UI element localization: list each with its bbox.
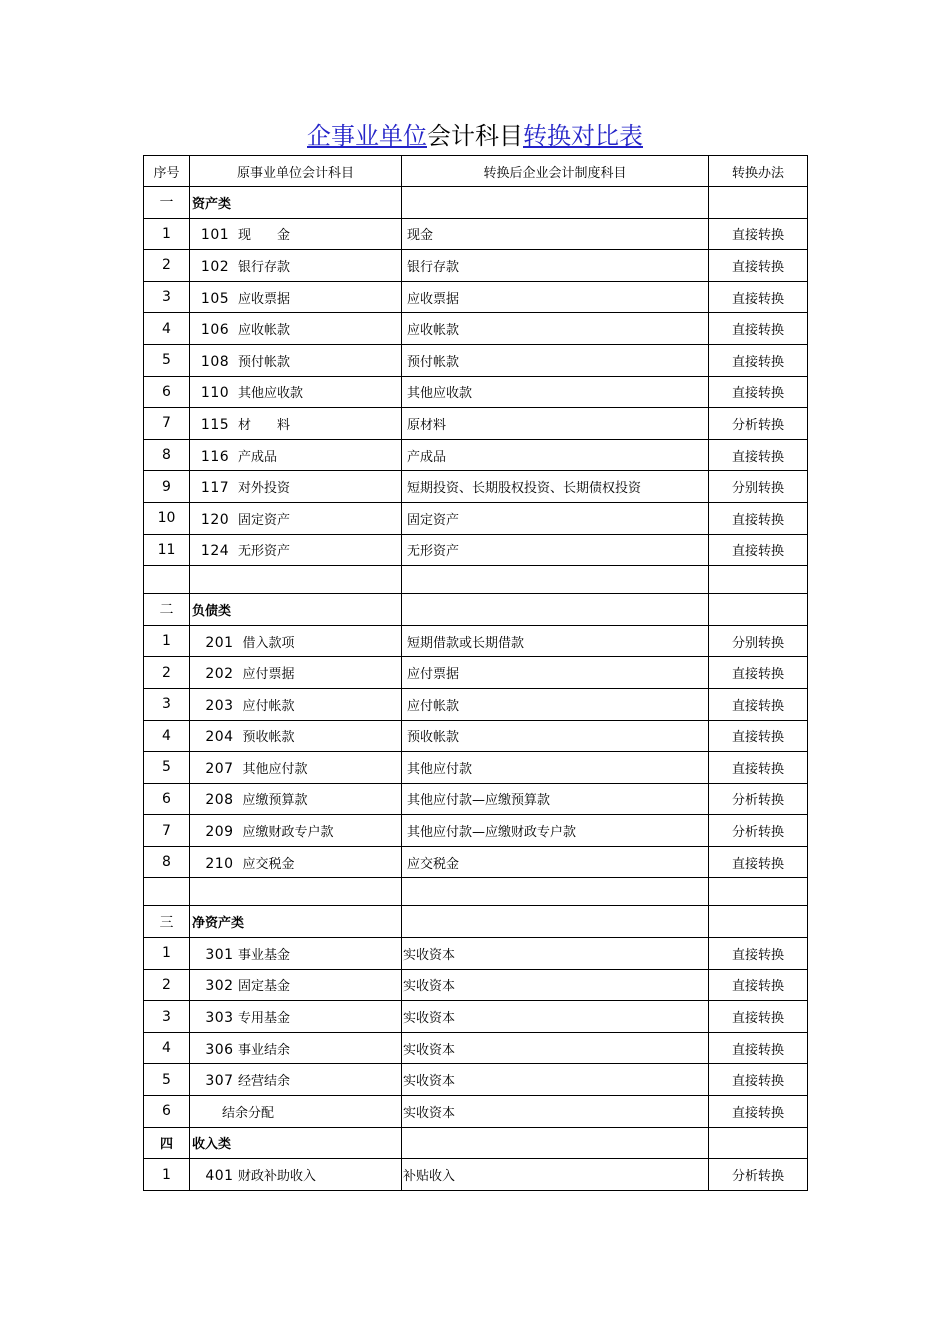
account-code: 204 bbox=[205, 729, 234, 746]
table-row bbox=[144, 625, 808, 657]
method: 直接转换 bbox=[709, 344, 808, 376]
account-name: 应交税金 bbox=[242, 856, 295, 872]
new-account: 原材料 bbox=[402, 408, 709, 440]
new-account: 应付票据 bbox=[402, 657, 709, 689]
method: 直接转换 bbox=[709, 250, 808, 282]
table-row bbox=[144, 752, 808, 784]
row-seq: 4 bbox=[144, 313, 190, 345]
header-seq: 序号 bbox=[144, 156, 190, 187]
account-code: 108 bbox=[200, 353, 230, 370]
row-seq: 3 bbox=[144, 688, 190, 720]
account-name: 应付帐款 bbox=[242, 698, 295, 714]
header-method: 转换办法 bbox=[709, 156, 808, 187]
account-name: 应收帐款 bbox=[238, 323, 291, 339]
row-seq: 11 bbox=[144, 534, 190, 566]
account-code: 105 bbox=[200, 290, 230, 307]
new-account: 现金 bbox=[402, 218, 709, 250]
method: 直接转换 bbox=[709, 313, 808, 345]
section-row-income bbox=[144, 1127, 808, 1159]
conversion-table bbox=[143, 155, 808, 1191]
account-code: 209 bbox=[205, 824, 234, 841]
method: 直接转换 bbox=[709, 1032, 808, 1064]
table-row bbox=[144, 439, 808, 471]
method: 直接转换 bbox=[709, 938, 808, 970]
new-account: 补贴收入 bbox=[402, 1159, 709, 1191]
section-row-assets bbox=[144, 187, 808, 219]
title-link-1[interactable]: 企事业单位 bbox=[307, 122, 427, 150]
row-seq: 3 bbox=[144, 1001, 190, 1033]
account-name: 对外投资 bbox=[238, 481, 291, 497]
table-row bbox=[144, 1096, 808, 1128]
new-account: 实收资本 bbox=[402, 1032, 709, 1064]
account-name: 应缴预算款 bbox=[242, 793, 308, 809]
new-account: 预收帐款 bbox=[402, 720, 709, 752]
account-code: 207 bbox=[205, 760, 234, 777]
account-name: 经营结余 bbox=[238, 1074, 291, 1090]
row-seq: 9 bbox=[144, 471, 190, 503]
new-account: 应交税金 bbox=[402, 846, 709, 878]
method: 直接转换 bbox=[709, 534, 808, 566]
new-account: 实收资本 bbox=[402, 1064, 709, 1096]
header-row bbox=[144, 156, 808, 187]
new-account: 其他应付款 bbox=[402, 752, 709, 784]
method: 直接转换 bbox=[709, 969, 808, 1001]
table-row bbox=[144, 344, 808, 376]
table-row bbox=[144, 408, 808, 440]
section-name: 收入类 bbox=[192, 1137, 232, 1153]
account-name: 结余分配 bbox=[222, 1105, 275, 1121]
row-seq: 6 bbox=[144, 1096, 190, 1128]
section-name: 资产类 bbox=[192, 196, 232, 212]
new-account: 产成品 bbox=[402, 439, 709, 471]
account-code: 203 bbox=[205, 697, 234, 714]
account-code: 210 bbox=[205, 855, 234, 872]
section-row-liabilities bbox=[144, 594, 808, 626]
table-row bbox=[144, 281, 808, 313]
row-seq: 1 bbox=[144, 625, 190, 657]
table-row bbox=[144, 534, 808, 566]
account-name: 材 料 bbox=[238, 417, 291, 433]
account-name: 应缴财政专户款 bbox=[242, 825, 334, 841]
table-row bbox=[144, 969, 808, 1001]
title-text: 会计科目 bbox=[427, 122, 523, 150]
row-seq: 1 bbox=[144, 938, 190, 970]
method: 直接转换 bbox=[709, 502, 808, 534]
account-code: 401 bbox=[205, 1168, 234, 1185]
page-title bbox=[0, 118, 950, 154]
section-name: 净资产类 bbox=[192, 916, 245, 932]
row-seq: 2 bbox=[144, 250, 190, 282]
blank-row bbox=[144, 878, 808, 906]
table-row bbox=[144, 720, 808, 752]
method: 直接转换 bbox=[709, 752, 808, 784]
account-code: 116 bbox=[200, 448, 230, 465]
new-account: 实收资本 bbox=[402, 969, 709, 1001]
account-code: 106 bbox=[200, 322, 230, 339]
row-seq: 7 bbox=[144, 408, 190, 440]
method: 直接转换 bbox=[709, 1001, 808, 1033]
account-name: 银行存款 bbox=[238, 259, 291, 275]
account-code: 302 bbox=[205, 978, 234, 995]
table-row bbox=[144, 688, 808, 720]
account-code: 102 bbox=[200, 258, 230, 275]
section-seq: 一 bbox=[144, 187, 190, 219]
row-seq: 6 bbox=[144, 376, 190, 408]
account-name: 应收票据 bbox=[238, 291, 291, 307]
account-name: 无形资产 bbox=[238, 544, 291, 560]
title-link-2[interactable]: 转换对比表 bbox=[523, 122, 643, 150]
method: 直接转换 bbox=[709, 688, 808, 720]
table-row bbox=[144, 938, 808, 970]
account-code: 117 bbox=[200, 480, 230, 497]
account-code: 120 bbox=[200, 511, 230, 528]
account-code: 202 bbox=[205, 666, 234, 683]
new-account: 其他应付款—应缴财政专户款 bbox=[402, 815, 709, 847]
table-row bbox=[144, 1159, 808, 1191]
account-code: 306 bbox=[205, 1041, 234, 1058]
new-account: 短期投资、长期股权投资、长期债权投资 bbox=[402, 471, 709, 503]
account-name: 固定基金 bbox=[238, 979, 291, 995]
table-row bbox=[144, 313, 808, 345]
table-row bbox=[144, 783, 808, 815]
row-seq: 2 bbox=[144, 657, 190, 689]
account-name: 产成品 bbox=[238, 449, 278, 465]
new-account: 其他应付款—应缴预算款 bbox=[402, 783, 709, 815]
account-name: 其他应收款 bbox=[238, 386, 304, 402]
row-seq: 6 bbox=[144, 783, 190, 815]
method: 分析转换 bbox=[709, 815, 808, 847]
new-account: 应付帐款 bbox=[402, 688, 709, 720]
account-name: 预收帐款 bbox=[242, 730, 295, 746]
account-code: 208 bbox=[205, 792, 234, 809]
account-name: 事业结余 bbox=[238, 1042, 291, 1058]
row-seq: 8 bbox=[144, 846, 190, 878]
table-row bbox=[144, 471, 808, 503]
method: 直接转换 bbox=[709, 720, 808, 752]
method: 分析转换 bbox=[709, 408, 808, 440]
blank-row bbox=[144, 566, 808, 594]
account-code: 110 bbox=[200, 385, 230, 402]
new-account: 银行存款 bbox=[402, 250, 709, 282]
row-seq: 1 bbox=[144, 1159, 190, 1191]
account-code: 301 bbox=[205, 946, 234, 963]
account-code: 303 bbox=[205, 1010, 234, 1027]
method: 分析转换 bbox=[709, 1159, 808, 1191]
table-row bbox=[144, 502, 808, 534]
new-account: 应收票据 bbox=[402, 281, 709, 313]
method: 分别转换 bbox=[709, 471, 808, 503]
method: 直接转换 bbox=[709, 1064, 808, 1096]
new-account: 短期借款或长期借款 bbox=[402, 625, 709, 657]
section-seq: 二 bbox=[144, 594, 190, 626]
section-seq: 四 bbox=[144, 1127, 190, 1159]
account-name: 借入款项 bbox=[242, 635, 295, 651]
row-seq: 1 bbox=[144, 218, 190, 250]
method: 直接转换 bbox=[709, 1096, 808, 1128]
row-seq: 5 bbox=[144, 1064, 190, 1096]
row-seq: 3 bbox=[144, 281, 190, 313]
account-code: 124 bbox=[200, 543, 230, 560]
new-account: 实收资本 bbox=[402, 1096, 709, 1128]
method: 直接转换 bbox=[709, 218, 808, 250]
row-seq: 5 bbox=[144, 344, 190, 376]
account-name: 其他应付款 bbox=[242, 761, 308, 777]
table-row bbox=[144, 1032, 808, 1064]
table-row bbox=[144, 250, 808, 282]
row-seq: 4 bbox=[144, 1032, 190, 1064]
account-name: 预付帐款 bbox=[238, 354, 291, 370]
account-code: 115 bbox=[200, 416, 230, 433]
account-code: 307 bbox=[205, 1073, 234, 1090]
account-code: 201 bbox=[205, 634, 234, 651]
account-code: 101 bbox=[200, 227, 230, 244]
method: 直接转换 bbox=[709, 439, 808, 471]
new-account: 固定资产 bbox=[402, 502, 709, 534]
table-row bbox=[144, 815, 808, 847]
header-orig: 原事业单位会计科目 bbox=[190, 156, 402, 187]
row-seq: 2 bbox=[144, 969, 190, 1001]
table-row bbox=[144, 218, 808, 250]
account-name: 事业基金 bbox=[238, 947, 291, 963]
row-seq: 7 bbox=[144, 815, 190, 847]
row-seq: 4 bbox=[144, 720, 190, 752]
new-account: 预付帐款 bbox=[402, 344, 709, 376]
method: 分析转换 bbox=[709, 783, 808, 815]
header-new: 转换后企业会计制度科目 bbox=[402, 156, 709, 187]
new-account: 实收资本 bbox=[402, 938, 709, 970]
method: 直接转换 bbox=[709, 657, 808, 689]
account-name: 专用基金 bbox=[238, 1011, 291, 1027]
account-name: 应付票据 bbox=[242, 667, 295, 683]
row-seq: 5 bbox=[144, 752, 190, 784]
method: 直接转换 bbox=[709, 846, 808, 878]
new-account: 其他应收款 bbox=[402, 376, 709, 408]
new-account: 应收帐款 bbox=[402, 313, 709, 345]
account-name: 财政补助收入 bbox=[238, 1169, 317, 1185]
table-row bbox=[144, 1001, 808, 1033]
table-row bbox=[144, 1064, 808, 1096]
section-name: 负债类 bbox=[192, 603, 232, 619]
section-row-net-assets bbox=[144, 906, 808, 938]
table-row bbox=[144, 657, 808, 689]
method: 直接转换 bbox=[709, 376, 808, 408]
account-name: 现 金 bbox=[238, 228, 291, 244]
account-name: 固定资产 bbox=[238, 512, 291, 528]
method: 直接转换 bbox=[709, 281, 808, 313]
row-seq: 10 bbox=[144, 502, 190, 534]
section-seq: 三 bbox=[144, 906, 190, 938]
table-row bbox=[144, 376, 808, 408]
table-row bbox=[144, 846, 808, 878]
new-account: 无形资产 bbox=[402, 534, 709, 566]
method: 分别转换 bbox=[709, 625, 808, 657]
new-account: 实收资本 bbox=[402, 1001, 709, 1033]
row-seq: 8 bbox=[144, 439, 190, 471]
